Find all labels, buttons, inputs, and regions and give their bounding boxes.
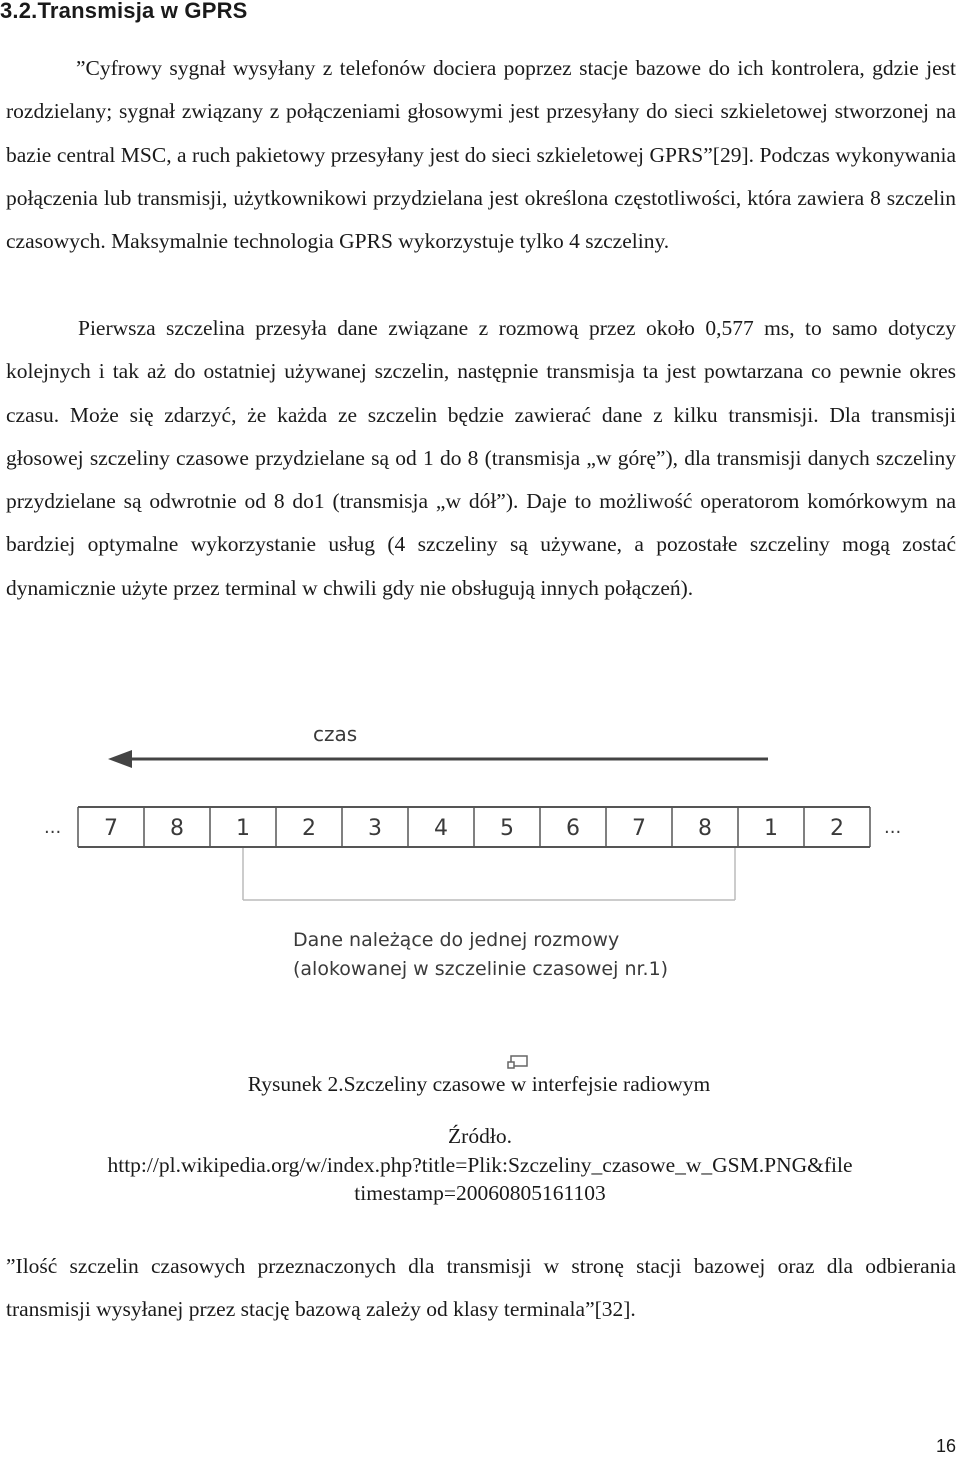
- right-ellipsis: ...: [884, 817, 902, 838]
- paragraph-2: Pierwsza szczelina przesyła dane związane z rozmową przez około 0,577 ms, to samo dotyczy kolejnych i tak aż do ostatniej używanej szczelin, następnie transmisja ta jest powtarzana co pewnie okres czasu. Może się zdarzyć, że każda ze szczelin będzie zawierać dane z kilku transmisji. Dla transmisji głosowej szczeliny czasowe przydzielane są od 1 do 8 (transmisja „w górę”), dla transmisji danych szczeliny przydzielane są odwrotnie od 8 do1 (transmisja „w dół”). Daje to możliwość operatorom komórkowym na bardziej optymalne wykorzystanie usług (4 szczeliny są używane, a pozostałe szczeliny mogą zostać dynamicznie użyte przez terminal w chwili gdy nie obsługują innych połączeń).: [6, 316, 956, 600]
- slot-number: 5: [500, 816, 514, 841]
- annotation-line-2: (alokowanej w szczelinie czasowej nr.1): [293, 958, 669, 980]
- timeslot-diagram: [0, 700, 960, 1000]
- slot-number: 1: [764, 816, 778, 841]
- paragraph-3: ”Ilość szczelin czasowych przeznaczonych dla transmisji w stronę stacji bazowej oraz dla odbierania transmisji wysyłanej przez stację bazową zależy od klasy terminala”[32].: [6, 1254, 956, 1322]
- slot-number: 7: [104, 816, 118, 841]
- slot-number: 7: [632, 816, 646, 841]
- slot-number: 3: [368, 816, 382, 841]
- slot-number: 1: [236, 816, 250, 841]
- slot-number: 4: [434, 816, 448, 841]
- source-url-line-1: http://pl.wikipedia.org/w/index.php?title=Plik:Szczeliny_czasowe_w_GSM.PNG&file: [107, 1153, 853, 1177]
- time-label: czas: [313, 722, 358, 746]
- time-arrow: [108, 750, 768, 768]
- page-number: 16: [935, 1436, 956, 1456]
- section-heading: 3.2.Transmisja w GPRS: [0, 0, 248, 23]
- figure-caption: Rysunek 2.Szczeliny czasowe w interfejsie radiowym: [247, 1072, 711, 1096]
- paragraph-1: ”Cyfrowy sygnał wysyłany z telefonów dociera poprzez stacje bazowe do ich kontrolera, gdzie jest rozdzielany; sygnał związany z połączeniami głosowymi jest przesyłany do sieci szkieletowej stworzonej na bazie central MSC, a ruch pakietowy przesyłany jest do sieci szkieletowej GPRS”[29]. Podczas wykonywania połączenia lub transmisji, użytkownikowi przydzielana jest określona częstotliwości, która zawiera 8 szczelin czasowych. Maksymalnie technologia GPRS wykorzystuje tylko 4 szczeliny.: [6, 56, 956, 254]
- source-url-line-2: timestamp=20060805161103: [354, 1181, 606, 1205]
- slot-number: 8: [170, 816, 184, 841]
- slot-number: 8: [698, 816, 712, 841]
- image-placeholder-icon: [507, 1055, 529, 1071]
- annotation-line-1: Dane należące do jednej rozmowy: [293, 929, 620, 951]
- slot-number: 2: [830, 816, 844, 841]
- slot-strip: [78, 807, 870, 847]
- left-ellipsis: ...: [44, 817, 62, 838]
- slot-bracket: [243, 848, 735, 900]
- source-label: Źródło.: [448, 1124, 512, 1148]
- slot-number: 6: [566, 816, 580, 841]
- slot-number: 2: [302, 816, 316, 841]
